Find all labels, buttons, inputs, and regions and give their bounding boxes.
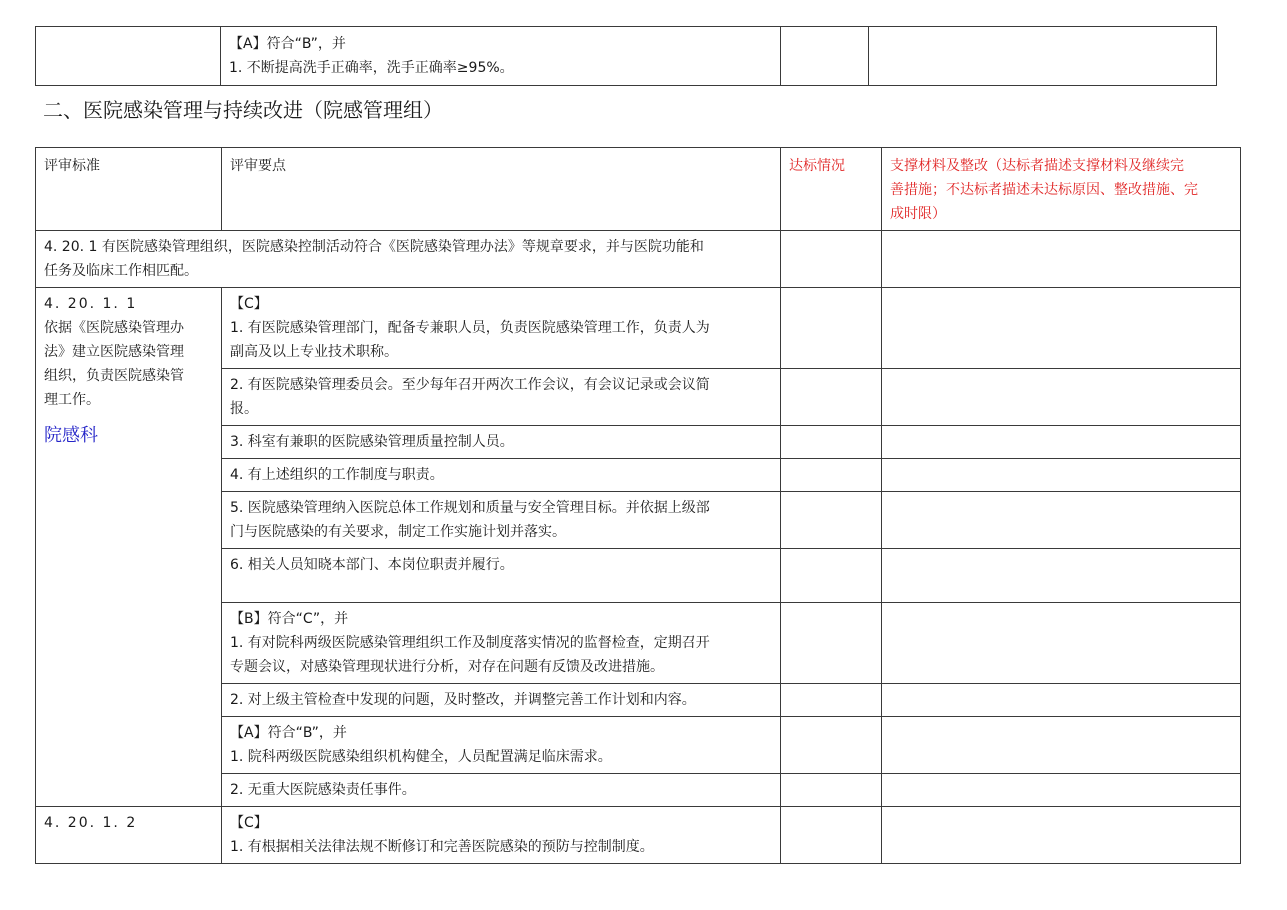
status-cell <box>781 684 882 717</box>
points-cell <box>222 369 781 426</box>
points-line: 2. 无重大医院感染责任事件。 <box>230 782 416 798</box>
status-cell <box>781 231 882 288</box>
status-cell <box>781 288 882 369</box>
points-line: 副高及以上专业技术职称。 <box>230 344 398 360</box>
standard-cell-4-20-1-1 <box>36 288 222 807</box>
status-cell <box>781 492 882 549</box>
section-line: 任务及临床工作相匹配。 <box>44 263 198 279</box>
points-line: 5. 医院感染管理纳入医院总体工作规划和质量与安全管理目标。并依据上级部 <box>230 500 710 516</box>
top-continuation-table <box>35 26 1217 86</box>
status-cell <box>781 426 882 459</box>
standard-desc-line: 法》建立医院感染管理 <box>44 344 184 360</box>
points-line: 【A】符合“B”，并 <box>229 36 346 52</box>
points-line: 2. 对上级主管检查中发现的问题，及时整改，并调整完善工作计划和内容。 <box>230 692 696 708</box>
standard-cell-4-20-1-2 <box>36 807 222 864</box>
header-support-line: 善措施；不达标者描述未达标原因、整改措施、完 <box>890 182 1198 198</box>
points-cell <box>222 459 781 492</box>
points-line: 3. 科室有兼职的医院感染管理质量控制人员。 <box>230 434 514 450</box>
support-cell <box>882 717 1241 774</box>
support-cell <box>882 231 1241 288</box>
standard-desc-line: 理工作。 <box>44 392 100 408</box>
support-cell <box>882 684 1241 717</box>
status-cell <box>781 369 882 426</box>
points-line: 门与医院感染的有关要求，制定工作实施计划并落实。 <box>230 524 566 540</box>
section-heading: 二、医院感染管理与持续改进（院感管理组） <box>43 98 443 122</box>
status-cell <box>781 27 869 86</box>
points-line: 6. 相关人员知晓本部门、本岗位职责并履行。 <box>230 557 514 573</box>
table-row <box>36 807 1241 864</box>
standard-desc-line: 依据《医院感染管理办 <box>44 320 184 336</box>
evaluation-table <box>35 147 1241 864</box>
section-standard-text <box>36 231 781 288</box>
support-cell <box>882 459 1241 492</box>
header-support <box>882 148 1241 231</box>
points-cell <box>222 288 781 369</box>
points-line: 报。 <box>230 401 258 417</box>
standard-cell <box>36 27 221 86</box>
standard-code: 4. 20. 1. 1 <box>44 296 138 312</box>
status-cell <box>781 807 882 864</box>
points-line: 1. 有根据相关法律法规不断修订和完善医院感染的预防与控制制度。 <box>230 839 654 855</box>
support-cell <box>869 27 1217 86</box>
points-cell <box>222 549 781 603</box>
points-line: 专题会议，对感染管理现状进行分析，对存在问题有反馈及改进措施。 <box>230 659 664 675</box>
support-cell <box>882 774 1241 807</box>
department-label: 院感科 <box>44 425 98 446</box>
header-points: 评审要点 <box>222 148 781 231</box>
points-line: 【B】符合“C”，并 <box>230 611 349 627</box>
header-status: 达标情况 <box>781 148 882 231</box>
points-line: 1. 院科两级医院感染组织机构健全，人员配置满足临床需求。 <box>230 749 612 765</box>
support-cell <box>882 288 1241 369</box>
support-cell <box>882 426 1241 459</box>
section-row <box>36 231 1241 288</box>
points-line: 1. 有对院科两级医院感染管理组织工作及制度落实情况的监督检查，定期召开 <box>230 635 710 651</box>
support-cell <box>882 807 1241 864</box>
points-cell <box>222 774 781 807</box>
points-cell <box>221 27 781 86</box>
table-row <box>36 27 1217 86</box>
points-line: 1. 有医院感染管理部门，配备专兼职人员，负责医院感染管理工作，负责人为 <box>230 320 710 336</box>
points-line: 4. 有上述组织的工作制度与职责。 <box>230 467 444 483</box>
support-cell <box>882 369 1241 426</box>
points-line: 1. 不断提高洗手正确率，洗手正确率≥95%。 <box>229 60 514 76</box>
header-support-line: 成时限） <box>890 206 946 222</box>
points-cell <box>222 807 781 864</box>
status-cell <box>781 774 882 807</box>
header-standard: 评审标准 <box>36 148 222 231</box>
header-support-line: 支撑材料及整改（达标者描述支撑材料及继续完 <box>890 158 1184 174</box>
points-line: 【A】符合“B”，并 <box>230 725 347 741</box>
points-line: 【C】 <box>230 815 268 831</box>
status-cell <box>781 549 882 603</box>
points-cell <box>222 717 781 774</box>
standard-desc-line: 组织，负责医院感染管 <box>44 368 184 384</box>
header-row <box>36 148 1241 231</box>
points-cell <box>222 426 781 459</box>
standard-code: 4. 20. 1. 2 <box>44 815 138 831</box>
table-row <box>36 288 1241 369</box>
support-cell <box>882 603 1241 684</box>
points-cell <box>222 492 781 549</box>
section-line: 4. 20. 1 有医院感染管理组织，医院感染控制活动符合《医院感染管理办法》等规章要求，并与医院功能和 <box>44 239 704 255</box>
status-cell <box>781 603 882 684</box>
points-cell <box>222 684 781 717</box>
points-line: 2. 有医院感染管理委员会。至少每年召开两次工作会议，有会议记录或会议简 <box>230 377 710 393</box>
support-cell <box>882 492 1241 549</box>
status-cell <box>781 459 882 492</box>
points-cell <box>222 603 781 684</box>
points-line: 【C】 <box>230 296 268 312</box>
status-cell <box>781 717 882 774</box>
support-cell <box>882 549 1241 603</box>
